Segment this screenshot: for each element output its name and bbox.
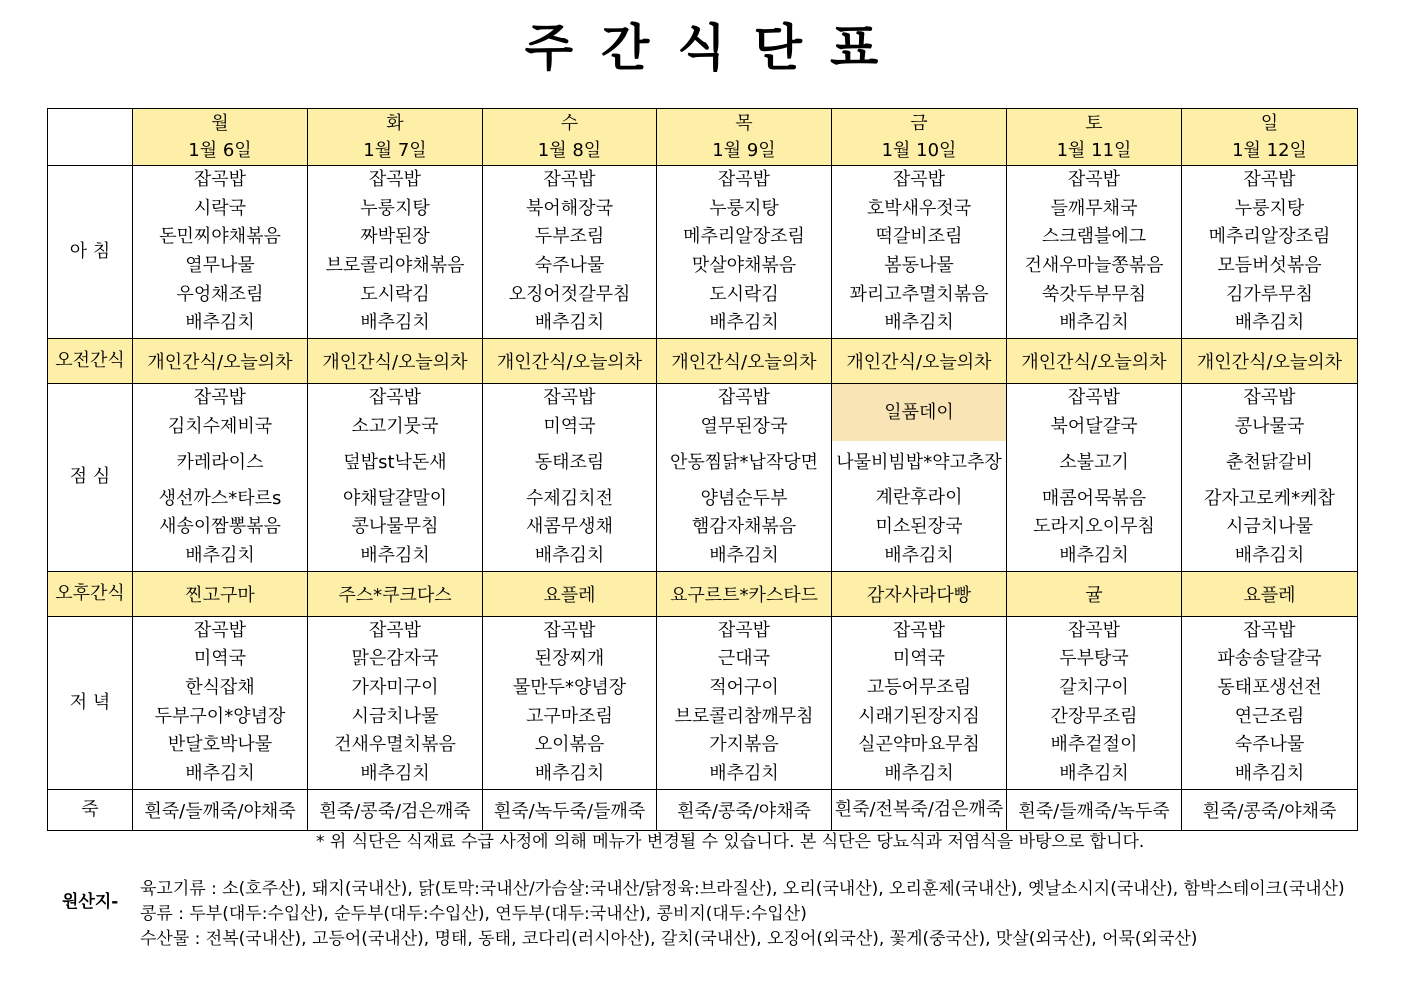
menu-item: 두부조림: [534, 226, 605, 248]
menu-item: 개인간식/오늘의차: [322, 352, 468, 374]
menu-item: 요플레: [1243, 584, 1296, 606]
weekly-menu-table: [47, 108, 1358, 831]
weekday: 월: [211, 113, 229, 134]
menu-item: 고등어무조림: [866, 676, 972, 698]
breakfast-row: [48, 166, 1358, 339]
menu-item: 스크램블에그: [1041, 226, 1147, 248]
porridge-cell: [308, 789, 483, 830]
menu-item: 한식잡채: [185, 676, 255, 698]
menu-item: 잡곡밥: [543, 619, 596, 641]
menu-item: 두부구이*양념장: [154, 705, 286, 727]
menu-item: 잡곡밥: [1067, 387, 1121, 409]
porridge-cell: [483, 789, 657, 830]
menu-item: 메추리알장조림: [683, 226, 805, 248]
menu-item: 잡곡밥: [1067, 169, 1121, 190]
porridge-row: [48, 789, 1358, 830]
menu-item: 돈민찌야채볶음: [159, 226, 281, 248]
meal-cell: [832, 616, 1007, 789]
menu-item: 미역국: [193, 648, 247, 670]
menu-item: 숙주나물: [1234, 734, 1305, 756]
menu-item: 콩나물국: [1234, 415, 1305, 437]
menu-item: 미역국: [543, 415, 596, 437]
menu-item: 잡곡밥: [1067, 619, 1121, 641]
date: 1월 10일: [881, 140, 957, 161]
menu-item: 개인간식/오늘의차: [846, 352, 992, 374]
menu-item: 새콤무생채: [526, 516, 613, 538]
day-header: [1182, 109, 1358, 166]
menu-item: 미역국: [892, 648, 946, 670]
header-row: [48, 109, 1358, 166]
meal-cell: [657, 384, 832, 571]
menu-item: 개인간식/오늘의차: [147, 352, 293, 374]
menu-item: 누룽지탕: [709, 197, 779, 219]
row-header: 점 심: [48, 384, 133, 571]
menu-item: 메추리알장조림: [1208, 226, 1331, 248]
menu-item: 잡곡밥: [717, 169, 771, 190]
menu-item: 잡곡밥: [892, 619, 946, 641]
day-header: [483, 109, 657, 166]
meal-cell: [1182, 616, 1358, 789]
menu-item: 감자사라다빵: [866, 584, 972, 606]
day-header: [657, 109, 832, 166]
origin-info: [140, 880, 1360, 955]
menu-item: 봄동나물: [884, 255, 954, 277]
menu-item: 가자미구이: [351, 676, 439, 698]
menu-item: 배추김치: [185, 544, 255, 566]
menu-item: 개인간식/오늘의차: [671, 352, 817, 374]
page-title: 주간식단표: [524, 19, 907, 77]
menu-item: 계란후라이: [875, 487, 963, 509]
meal-cell: [1007, 616, 1182, 789]
menu-item: 배추김치: [1059, 312, 1129, 334]
menu-item: 연근조림: [1234, 705, 1305, 727]
menu-item: 브로콜리야채볶음: [325, 255, 465, 277]
menu-item: 배추김치: [534, 544, 605, 566]
menu-item: 떡갈비조림: [875, 226, 963, 248]
meal-cell: [1182, 166, 1358, 339]
day-header: [1007, 109, 1182, 166]
menu-item: 모듬버섯볶음: [1217, 255, 1322, 277]
row-header: 오전간식: [48, 339, 133, 384]
menu-item: 흰죽/녹두죽/들깨죽: [493, 800, 646, 822]
menu-item: 배추김치: [884, 312, 954, 334]
snack-cell: [483, 571, 657, 616]
am-snack-row: [48, 339, 1358, 384]
meal-cell: [657, 166, 832, 339]
menu-item: 요구르트*카스타드: [669, 584, 819, 606]
date: 1월 8일: [537, 140, 602, 161]
menu-item: 김가루무침: [1226, 283, 1313, 305]
menu-item: 배추김치: [884, 763, 954, 784]
porridge-cell: [832, 789, 1007, 830]
snack-cell: [308, 571, 483, 616]
menu-item: 나물비빔밥*약고추장: [836, 451, 1002, 473]
menu-item: 된장찌개: [534, 648, 605, 670]
meal-cell: [308, 166, 483, 339]
menu-item: 귤: [1085, 584, 1103, 606]
menu-item: 잡곡밥: [1243, 619, 1296, 641]
snack-cell: [832, 571, 1007, 616]
weekday: 금: [910, 113, 928, 134]
menu-item: 배추김치: [360, 312, 430, 334]
menu-item: 일품데이: [832, 384, 1006, 441]
menu-item: 춘천닭갈비: [1226, 452, 1313, 473]
menu-item: 북어달걀국: [1050, 415, 1138, 437]
meal-cell: [308, 384, 483, 571]
corner-cell: [48, 109, 133, 166]
menu-item: 도시락김: [360, 283, 430, 305]
menu-item: 호박새우젓국: [866, 197, 972, 219]
row-header: 오후간식: [48, 571, 133, 616]
date: 1월 11일: [1056, 140, 1132, 161]
menu-item: 잡곡밥: [543, 169, 596, 190]
menu-item: 새송이짬뽕볶음: [159, 516, 281, 538]
menu-item: 양념순두부: [700, 487, 788, 509]
snack-cell: [832, 339, 1007, 384]
menu-item: 개인간식/오늘의차: [1196, 352, 1343, 374]
menu-item: 쑥갓두부무침: [1041, 283, 1147, 305]
menu-item: 요플레: [543, 584, 596, 606]
menu-item: 찐고구마: [185, 584, 255, 606]
snack-cell: [1007, 571, 1182, 616]
menu-item: 짜박된장: [360, 226, 430, 248]
menu-item: 배추김치: [534, 763, 605, 784]
meal-cell: [657, 616, 832, 789]
date: 1월 7일: [363, 140, 427, 161]
menu-item: 물만두*양념장: [512, 676, 627, 698]
meal-cell: [1007, 384, 1182, 571]
weekday: 토: [1085, 113, 1103, 134]
menu-item: 가지볶음: [709, 734, 779, 756]
menu-item: 도시락김: [709, 283, 779, 305]
menu-item: 우엉채조림: [176, 283, 264, 305]
weekday: 수: [560, 113, 579, 134]
menu-item: 매콤어묵볶음: [1041, 487, 1147, 509]
snack-cell: [657, 571, 832, 616]
menu-item: 생선까스*타르s: [158, 487, 282, 509]
pm-snack-row: [48, 571, 1358, 616]
meal-cell: [133, 616, 308, 789]
menu-item: 배추김치: [1234, 763, 1305, 784]
day-header: [308, 109, 483, 166]
menu-item: 동태포생선전: [1217, 676, 1322, 698]
row-header: 아 침: [48, 166, 133, 339]
menu-item: 개인간식/오늘의차: [496, 352, 643, 374]
menu-item: 브로콜리참깨무침: [674, 705, 814, 727]
menu-change-notice: * 위 식단은 식재료 수급 사정에 의해 메뉴가 변경될 수 있습니다. 본 식단은 당뇨식과 저염식을 바탕으로 합니다.: [316, 832, 1145, 852]
menu-item: 주스*쿠크다스: [338, 584, 452, 606]
menu-item: 맛살야채볶음: [691, 255, 797, 277]
menu-item: 배추김치: [360, 544, 430, 566]
menu-item: 반달호박나물: [167, 734, 273, 756]
porridge-cell: [133, 789, 308, 830]
menu-item: 미소된장국: [875, 516, 963, 537]
menu-item: 건새우멸치볶음: [334, 734, 456, 756]
menu-item: 배추김치: [709, 544, 779, 566]
menu-item: 배추겉절이: [1050, 734, 1138, 756]
menu-item: 북어해장국: [526, 197, 613, 219]
menu-item: 시래기된장지짐: [858, 705, 980, 727]
date: 1월 9일: [712, 140, 776, 161]
menu-item: 잡곡밥: [717, 619, 771, 641]
meal-cell: [308, 616, 483, 789]
menu-item: 안동찜닭*납작당면: [669, 452, 819, 473]
menu-item: 열무나물: [185, 255, 255, 277]
menu-item: 배추김치: [534, 312, 605, 334]
menu-item: 덮밥st낙돈새: [343, 452, 447, 473]
menu-item: 흰죽/콩죽/야채죽: [677, 800, 811, 822]
menu-item: 도라지오이무침: [1033, 516, 1155, 538]
menu-item: 오이볶음: [534, 734, 605, 756]
menu-item: 파송송달걀국: [1217, 648, 1322, 670]
menu-item: 감자고로케*케찹: [1204, 487, 1335, 509]
menu-item: 배추김치: [1059, 763, 1129, 784]
menu-item: 배추김치: [884, 544, 954, 566]
menu-item: 꽈리고추멸치볶음: [849, 283, 989, 305]
menu-item: 잡곡밥: [543, 387, 596, 409]
menu-item: 잡곡밥: [193, 619, 247, 641]
menu-item: 건새우마늘쫑볶음: [1024, 255, 1164, 277]
menu-item: 배추김치: [709, 312, 779, 334]
meal-cell: [483, 384, 657, 571]
menu-item: 흰죽/전복죽/검은깨죽: [834, 799, 1004, 821]
meal-cell: [1182, 384, 1358, 571]
menu-item: 카레라이스: [176, 452, 264, 473]
day-header: [832, 109, 1007, 166]
snack-cell: [133, 339, 308, 384]
menu-item: 수제김치전: [526, 487, 613, 509]
day-header: [133, 109, 308, 166]
meal-cell: [483, 166, 657, 339]
meal-cell: [483, 616, 657, 789]
snack-cell: [308, 339, 483, 384]
menu-item: 실곤약마요무침: [858, 734, 980, 756]
menu-item: 시금치나물: [351, 705, 439, 727]
menu-item: 잡곡밥: [368, 169, 422, 190]
menu-item: 열무된장국: [700, 415, 788, 437]
menu-item: 오징어젓갈무침: [508, 283, 631, 305]
meal-cell: [1007, 166, 1182, 339]
menu-item: 근대국: [717, 648, 771, 670]
menu-item: 누룽지탕: [360, 197, 430, 219]
menu-item: 햄감자채볶음: [691, 516, 797, 538]
menu-item: 배추김치: [360, 763, 430, 784]
menu-item: 적어구이: [709, 676, 779, 698]
weekday: 화: [386, 113, 404, 134]
snack-cell: [483, 339, 657, 384]
origin-label: 원산지-: [62, 892, 119, 912]
menu-item: 흰죽/콩죽/검은깨죽: [319, 800, 471, 822]
menu-item: 고구마조림: [526, 705, 613, 727]
menu-item: 배추김치: [185, 312, 255, 334]
snack-cell: [657, 339, 832, 384]
menu-item: 간장무조림: [1050, 705, 1138, 727]
menu-item: 흰죽/들깨죽/야채죽: [144, 800, 296, 822]
menu-item: 잡곡밥: [1243, 169, 1296, 190]
snack-cell: [1182, 339, 1358, 384]
meal-cell: [832, 384, 1007, 571]
menu-item: 들깨무채국: [1050, 197, 1138, 219]
porridge-cell: [1182, 789, 1358, 830]
date: 1월 12일: [1232, 140, 1307, 161]
menu-item: 배추김치: [709, 763, 779, 784]
menu-item: 잡곡밥: [368, 619, 422, 641]
menu-item: 배추김치: [185, 763, 255, 784]
weekday: 목: [735, 113, 753, 134]
meal-cell: [133, 384, 308, 571]
menu-item: 개인간식/오늘의차: [1021, 352, 1167, 374]
snack-cell: [133, 571, 308, 616]
menu-item: 맑은감자국: [351, 648, 439, 670]
menu-item: 흰죽/콩죽/야채죽: [1202, 800, 1337, 822]
origin-beans: 콩류 : 두부(대두:수입산), 순두부(대두:수입산), 연두부(대두:국내산), 콩비지(대두:수입산): [140, 904, 807, 924]
menu-item: 소고기뭇국: [351, 415, 439, 437]
menu-item: 잡곡밥: [717, 387, 771, 409]
menu-item: 동태조림: [534, 452, 605, 473]
menu-item: 잡곡밥: [892, 169, 946, 190]
menu-item: 잡곡밥: [193, 169, 247, 190]
meal-cell: [832, 166, 1007, 339]
menu-item: 누룽지탕: [1234, 197, 1305, 219]
menu-item: 배추김치: [1234, 544, 1305, 566]
snack-cell: [1182, 571, 1358, 616]
menu-item: 야채달걀말이: [342, 487, 448, 509]
menu-item: 소불고기: [1059, 452, 1129, 473]
dinner-row: [48, 616, 1358, 789]
origin-meat: 육고기류 : 소(호주산), 돼지(국내산), 닭(토막:국내산/가슴살:국내산/닭정육:브라질산), 오리(국내산), 오리훈제(국내산), 옛날소시지(국내산), 함박스테이크(국내산): [140, 879, 1345, 899]
menu-item: 잡곡밥: [368, 387, 422, 409]
origin-seafood: 수산물 : 전복(국내산), 고등어(국내산), 명태, 동태, 코다리(러시아산), 갈치(국내산), 오징어(외국산), 꽃게(중국산), 맛살(외국산), 어묵(외국산): [140, 929, 1198, 949]
menu-item: 배추김치: [1059, 544, 1129, 566]
menu-item: 시락국: [193, 197, 247, 219]
porridge-cell: [657, 789, 832, 830]
meal-cell: [133, 166, 308, 339]
date: 1월 6일: [188, 140, 252, 161]
menu-item: 김치수제비국: [167, 415, 273, 437]
snack-cell: [1007, 339, 1182, 384]
menu-item: 흰죽/들깨죽/녹두죽: [1018, 800, 1170, 822]
menu-item: 숙주나물: [534, 255, 605, 277]
row-header: 죽: [48, 789, 133, 830]
menu-item: 콩나물무침: [351, 516, 439, 538]
menu-item: 잡곡밥: [193, 387, 247, 409]
porridge-cell: [1007, 789, 1182, 830]
menu-item: 잡곡밥: [1243, 387, 1296, 409]
weekday: 일: [1260, 113, 1279, 134]
lunch-row: [48, 384, 1358, 571]
menu-item: 시금치나물: [1226, 516, 1313, 538]
menu-item: 두부탕국: [1059, 648, 1129, 670]
row-header: 저 녁: [48, 616, 133, 789]
menu-item: 갈치구이: [1059, 676, 1129, 698]
menu-item: 배추김치: [1234, 312, 1305, 334]
